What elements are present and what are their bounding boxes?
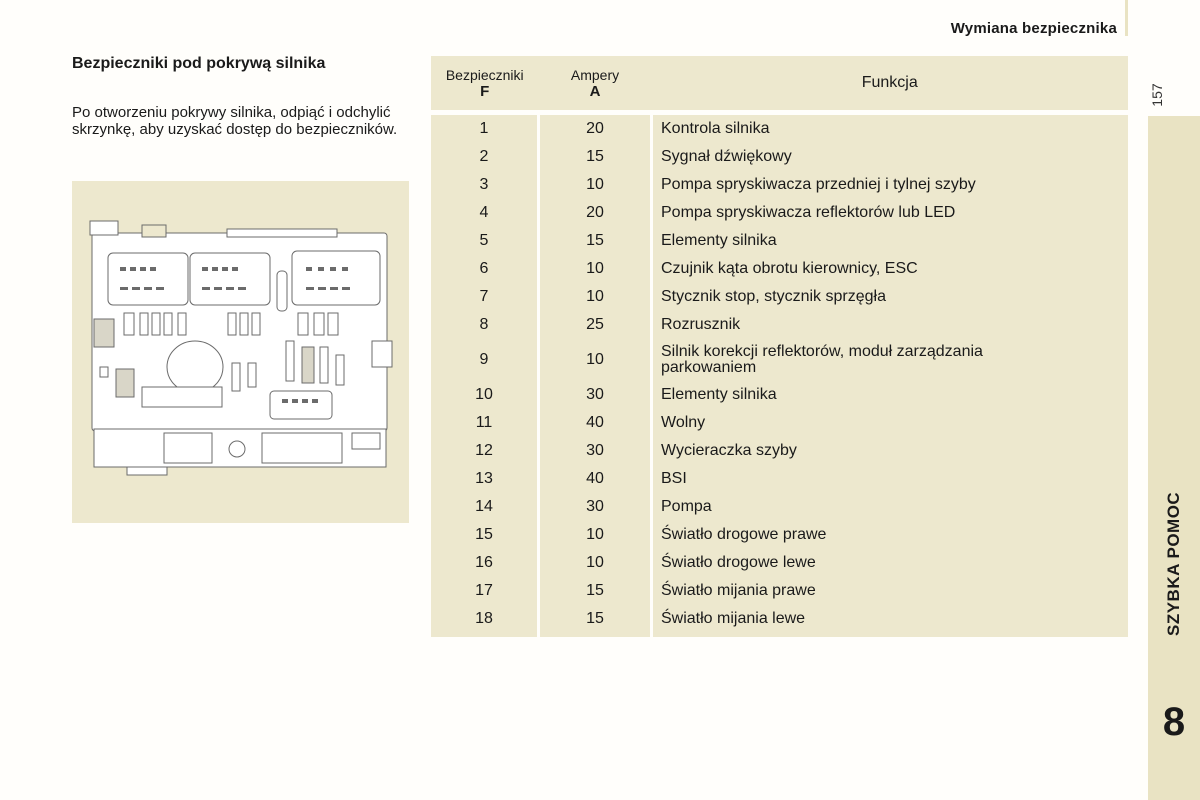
column-header-function: Funkcja: [652, 56, 1129, 110]
chapter-number: 8: [1162, 700, 1186, 744]
page-number: 157: [1149, 83, 1165, 107]
fuse-number-cell: 16: [431, 549, 539, 577]
fuse-amps-cell: 20: [539, 115, 652, 143]
table-row: [431, 409, 1128, 437]
table-row: [431, 381, 1128, 409]
fuse-amps-cell: 15: [539, 577, 652, 605]
fuse-number-cell: 1: [431, 115, 539, 143]
table-row: [431, 549, 1128, 577]
fuse-amps-cell: 15: [539, 143, 652, 171]
column-header-fuse-symbol: F: [480, 82, 490, 100]
fuse-number-cell: 6: [431, 255, 539, 283]
fuse-function-cell: Kontrola silnika: [652, 115, 1129, 143]
fuse-function-cell: Światło drogowe lewe: [652, 549, 1129, 577]
fuse-function-cell: Światło mijania lewe: [652, 605, 1129, 637]
fuse-amps-cell: 10: [539, 171, 652, 199]
fuse-function-cell: Elementy silnika: [652, 227, 1129, 255]
table-row: [431, 521, 1128, 549]
table-row: [431, 143, 1128, 171]
fuse-number-cell: 10: [431, 381, 539, 409]
fuse-function-cell: Czujnik kąta obrotu kierownicy, ESC: [652, 255, 1129, 283]
fuse-number-cell: 11: [431, 409, 539, 437]
fuse-table-body: [431, 115, 1128, 637]
fuse-function-cell: Światło drogowe prawe: [652, 521, 1129, 549]
table-row: [431, 465, 1128, 493]
fuse-number-cell: 9: [431, 339, 539, 381]
fuse-number-cell: 3: [431, 171, 539, 199]
fuse-amps-cell: 15: [539, 605, 652, 637]
fuse-number-cell: 14: [431, 493, 539, 521]
fuse-amps-cell: 30: [539, 493, 652, 521]
fuse-amps-cell: 30: [539, 437, 652, 465]
fuse-amps-cell: 25: [539, 311, 652, 339]
fuse-number-cell: 7: [431, 283, 539, 311]
fuse-amps-cell: 15: [539, 227, 652, 255]
fuse-box-illustration: [72, 181, 409, 523]
column-header-fuse: [431, 56, 539, 110]
table-row: [431, 255, 1128, 283]
table-row: [431, 437, 1128, 465]
table-header-row: [431, 56, 1128, 110]
fuse-function-cell: Stycznik stop, stycznik sprzęgła: [652, 283, 1129, 311]
fuse-function-cell: Światło mijania prawe: [652, 577, 1129, 605]
fuse-amps-cell: 10: [539, 339, 652, 381]
fuse-amps-cell: 10: [539, 255, 652, 283]
table-row: [431, 171, 1128, 199]
table-row: [431, 227, 1128, 255]
fuse-number-cell: 15: [431, 521, 539, 549]
fuse-amps-cell: 40: [539, 409, 652, 437]
fuse-function-cell: BSI: [652, 465, 1129, 493]
fuse-number-cell: 2: [431, 143, 539, 171]
table-row: [431, 339, 1128, 381]
fuse-function-cell: Pompa: [652, 493, 1129, 521]
fuse-amps-cell: 40: [539, 465, 652, 493]
column-header-amps-symbol: A: [589, 82, 601, 100]
fuse-amps-cell: 10: [539, 521, 652, 549]
fuse-number-cell: 12: [431, 437, 539, 465]
column-header-amps-label: Ampery: [570, 66, 620, 83]
chapter-title: [1159, 584, 1189, 636]
fuse-function-cell: Pompa spryskiwacza reflektorów lub LED: [652, 199, 1129, 227]
fuse-function-cell: Rozrusznik: [652, 311, 1129, 339]
fuse-function-cell: Wolny: [652, 409, 1129, 437]
fuse-function-cell: Silnik korekcji reflektorów, moduł zarządzania parkowaniem: [652, 339, 1129, 381]
table-row: [431, 605, 1128, 637]
table-row: [431, 199, 1128, 227]
fuse-function-cell: Wycieraczka szyby: [652, 437, 1129, 465]
page-header-title: Wymiana bezpiecznika: [950, 20, 1117, 37]
fuse-amps-cell: 30: [539, 381, 652, 409]
fuse-function-cell: Pompa spryskiwacza przedniej i tylnej szyby: [652, 171, 1129, 199]
fuse-amps-cell: 20: [539, 199, 652, 227]
fuse-number-cell: 4: [431, 199, 539, 227]
fuse-number-cell: 13: [431, 465, 539, 493]
fuse-number-cell: 18: [431, 605, 539, 637]
fuse-number-cell: 8: [431, 311, 539, 339]
table-row: [431, 115, 1128, 143]
fuse-box-diagram: [72, 181, 409, 523]
section-heading: Bezpieczniki pod pokrywą silnika: [72, 55, 326, 72]
header-divider: [1125, 0, 1128, 36]
fuse-number-cell: 17: [431, 577, 539, 605]
column-header-amps: [539, 56, 652, 110]
column-header-fuse-label: Bezpieczniki: [445, 66, 524, 83]
table-row: [431, 283, 1128, 311]
table-row: [431, 493, 1128, 521]
table-row: [431, 577, 1128, 605]
fuse-function-cell: Elementy silnika: [652, 381, 1129, 409]
table-row: [431, 311, 1128, 339]
section-body-text: Po otworzeniu pokrywy silnika, odpiąć i odchylić skrzynkę, aby uzyskać dostęp do bezpieczników.: [72, 104, 398, 138]
fuse-number-cell: 5: [431, 227, 539, 255]
fuse-table: [431, 56, 1128, 637]
fuse-function-cell: Sygnał dźwiękowy: [652, 143, 1129, 171]
chapter-side-tab: [1148, 116, 1200, 800]
fuse-amps-cell: 10: [539, 549, 652, 577]
fuse-amps-cell: 10: [539, 283, 652, 311]
